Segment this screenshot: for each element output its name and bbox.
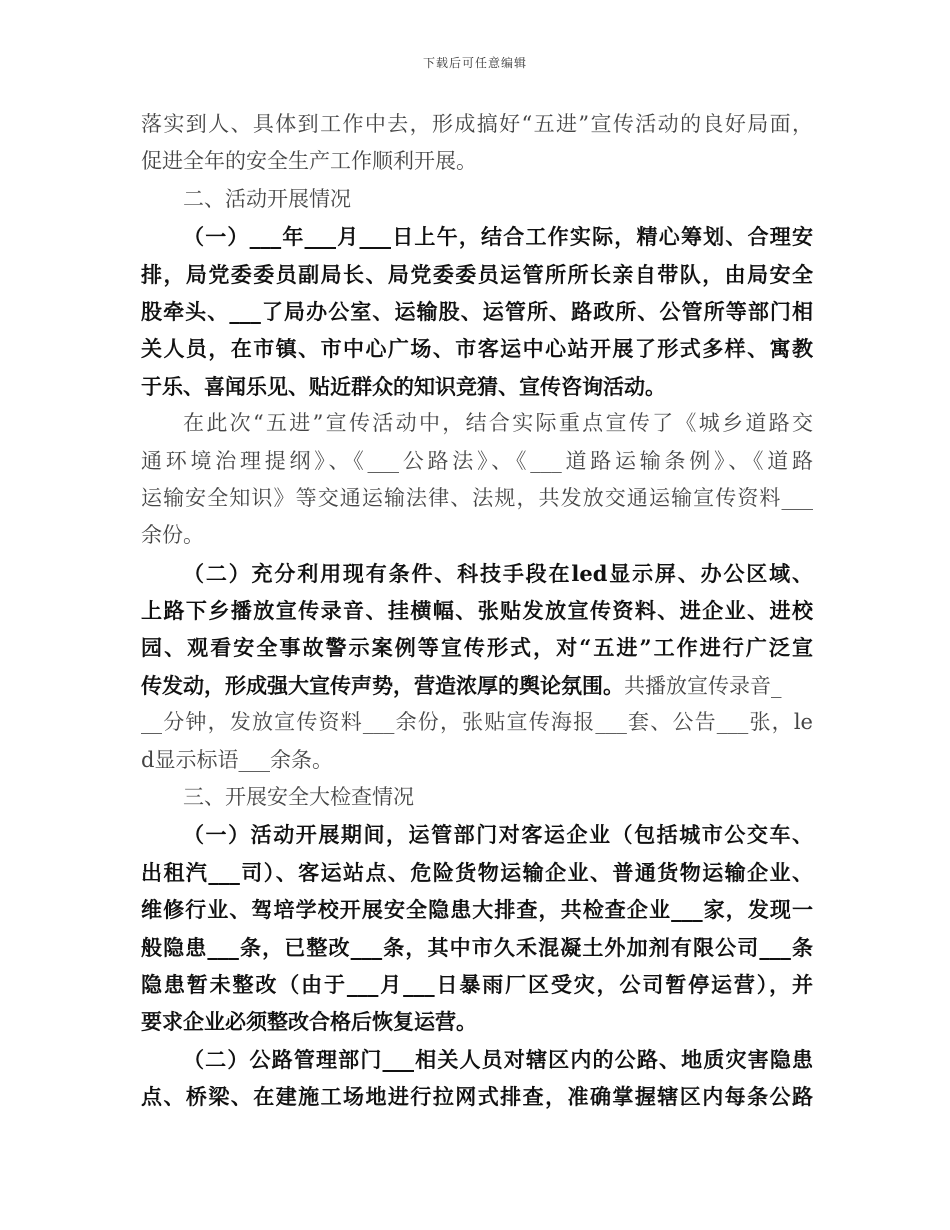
body-line: 园、观看安全事故警示案例等宣传形式，对“五进”工作进行广泛宣	[141, 635, 813, 661]
body-line: 股牵头、___了局办公室、运输股、运管所、路政所、公管所等部门相	[141, 298, 813, 324]
body-line: 促进全年的安全生产工作顺利开展。	[141, 149, 477, 174]
section-heading: 二、活动开展情况	[183, 186, 351, 211]
body-line: （二）充分利用现有条件、科技手段在led显示屏、办公区域、	[183, 560, 813, 586]
body-line: 于乐、喜闻乐见、贴近群众的知识竞猜、宣传咨询活动。	[141, 373, 666, 399]
body-line: （一）___年___月___日上午，结合工作实际，精心筹划、合理安	[183, 224, 813, 250]
body-line: 关人员，在市镇、市中心广场、市客运中心站开展了形式多样、寓教	[141, 336, 813, 362]
body-line: 排，局党委委员副局长、局党委委员运管所所长亲自带队，由局安全	[141, 261, 813, 287]
body-line: 上路下乡播放宣传录音、挂横幅、张贴发放宣传资料、进企业、进校	[141, 598, 813, 624]
body-line: （一）活动开展期间，运管部门对客运企业（包括城市公交车、	[183, 822, 813, 848]
body-line: 要求企业必须整改合格后恢复运营。	[141, 1009, 477, 1035]
body-line: 点、桥梁、在建施工场地进行拉网式排查，准确掌握辖区内每条公路	[141, 1084, 813, 1110]
body-line: 落实到人、具体到工作中去，形成搞好“五进”宣传活动的良好局面，	[141, 112, 813, 136]
body-line: 般隐患___条，已整改___条，其中市久禾混凝土外加剂有限公司___条	[141, 934, 813, 960]
body-line: （二）公路管理部门___相关人员对辖区内的公路、地质灾害隐患	[183, 1046, 813, 1072]
body-line: 维修行业、驾培学校开展安全隐患大排查，共检查企业___家，发现一	[141, 897, 813, 923]
page-header-note: 下载后可任意编辑	[422, 56, 527, 70]
body-line: 隐患暂未整改（由于___月___日暴雨厂区受灾，公司暂停运营），并	[141, 971, 813, 997]
body-line-bold-part: 传发动，形成强大宣传声势，营造浓厚的舆论氛围。	[141, 672, 624, 698]
body-line: 出租汽___司）、客运站点、危险货物运输企业、普通货物运输企业、	[141, 859, 813, 885]
body-line: 在此次“五进”宣传活动中，结合实际重点宣传了《城乡道路交	[183, 411, 813, 436]
body-line: 运输安全知识》等交通运输法律、法规，共发放交通运输宣传资料___	[141, 485, 813, 510]
body-line: d显示标语___余条。	[141, 747, 333, 772]
body-line: __分钟，发放宣传资料___余份，张贴宣传海报___套、公告___张，le	[141, 710, 813, 735]
body-line: 余份。	[141, 523, 204, 548]
section-heading: 三、开展安全大检查情况	[183, 785, 414, 810]
body-line-mixed	[141, 667, 813, 704]
document-body	[141, 106, 813, 1116]
body-line: 通环境治理提纲》、《___公路法》、《___道路运输条例》、《道路	[141, 448, 813, 473]
body-line-light-part: 共播放宣传录音_	[624, 673, 782, 698]
